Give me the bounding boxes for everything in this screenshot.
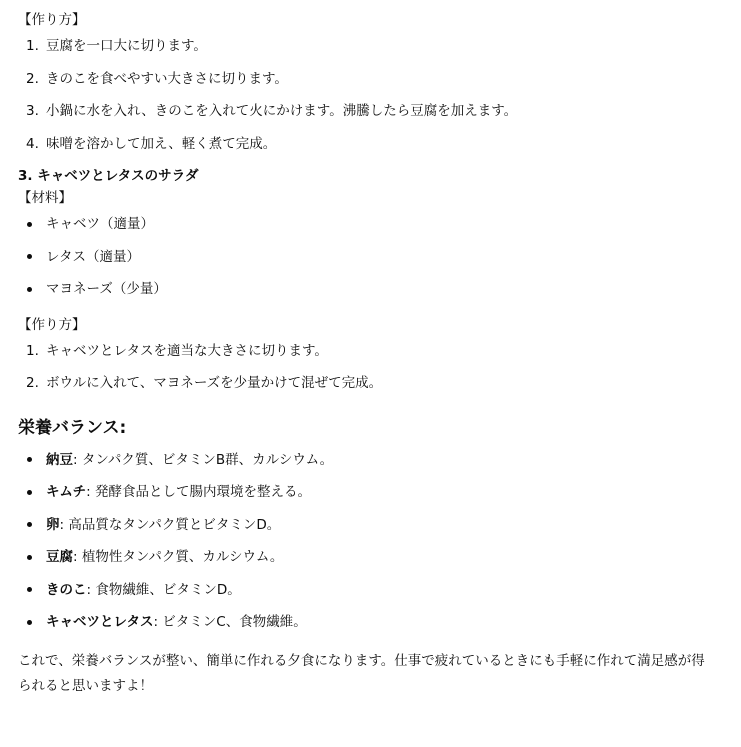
step-text: 豆腐を一口大に切ります。: [46, 38, 207, 55]
ingredient-text: キャベツ（適量）: [46, 216, 154, 233]
list-number: 4.: [26, 135, 39, 152]
bullet: [27, 490, 32, 495]
ingredient-text: レタス（適量）: [46, 248, 140, 265]
nutrition-term: 納豆: [46, 451, 73, 468]
nutrition-term: 豆腐: [46, 549, 73, 566]
list-number: 2.: [26, 375, 39, 392]
list-item: [18, 128, 723, 161]
chat-message-content: [18, 10, 723, 699]
step-text: ボウルに入れて、マヨネーズを少量かけて混ぜて完成。: [46, 375, 383, 392]
step-text: 味噌を溶かして加え、軽く煮て完成。: [46, 135, 277, 152]
step-text: キャベツとレタスを適当な大きさに切ります。: [46, 342, 328, 359]
bullet: [27, 522, 32, 527]
bullet: [27, 287, 32, 292]
step-text: きのこを食べやすい大きさに切ります。: [46, 70, 288, 87]
list-item: [18, 367, 723, 400]
list-item: [18, 335, 723, 368]
list-number: 1.: [26, 38, 39, 55]
list-item: [18, 606, 723, 639]
list-item: [18, 476, 723, 509]
salad-ingredients-heading: 【材料】: [18, 190, 72, 206]
nutrition-heading: 栄養バランス:: [18, 417, 127, 438]
miso-method-heading: 【作り方】: [18, 12, 86, 28]
list-item: [18, 273, 723, 306]
ingredient-text: マヨネーズ（少量）: [46, 281, 167, 298]
nutrition-desc: : ビタミンC、食物繊維。: [153, 614, 307, 631]
bullet: [27, 222, 32, 227]
list-item: [18, 574, 723, 607]
bullet: [27, 620, 32, 625]
salad-ingredients-list: [18, 208, 723, 306]
miso-steps-list: [18, 30, 723, 160]
list-number: 2.: [26, 70, 39, 87]
bullet: [27, 587, 32, 592]
list-item: [18, 241, 723, 274]
bullet: [27, 254, 32, 259]
list-item: [18, 95, 723, 128]
step-text: 小鍋に水を入れ、きのこを入れて火にかけます。沸騰したら豆腐を加えます。: [46, 103, 518, 120]
nutrition-term: キムチ: [46, 484, 87, 501]
salad-steps-list: [18, 335, 723, 400]
list-item: [18, 509, 723, 542]
list-number: 3.: [26, 103, 39, 120]
list-item: [18, 208, 723, 241]
list-number: 1.: [26, 342, 39, 359]
nutrition-desc: : 高品質なタンパク質とビタミンD。: [59, 516, 281, 533]
list-item: [18, 541, 723, 574]
nutrition-desc: : 植物性タンパク質、カルシウム。: [73, 549, 284, 566]
bullet: [27, 555, 32, 560]
closing-paragraph: これで、栄養バランスが整い、簡単に作れる夕食になります。仕事で疲れているときにも手軽に作れて満足感が得られると思いますよ！: [18, 652, 705, 694]
nutrition-desc: : タンパク質、ビタミンB群、カルシウム。: [73, 451, 334, 468]
nutrition-term: キャベツとレタス: [46, 614, 154, 631]
list-item: [18, 444, 723, 477]
salad-title: 3. キャベツとレタスのサラダ: [18, 168, 199, 184]
nutrition-term: きのこ: [46, 581, 87, 598]
nutrition-list: [18, 444, 723, 639]
list-item: [18, 63, 723, 96]
nutrition-term: 卵: [46, 516, 60, 533]
list-item: [18, 30, 723, 63]
salad-method-heading: 【作り方】: [18, 316, 86, 333]
nutrition-desc: : 発酵食品として腸内環境を整える。: [86, 484, 311, 501]
nutrition-desc: : 食物繊維、ビタミンD。: [86, 581, 241, 598]
bullet: [27, 457, 32, 462]
